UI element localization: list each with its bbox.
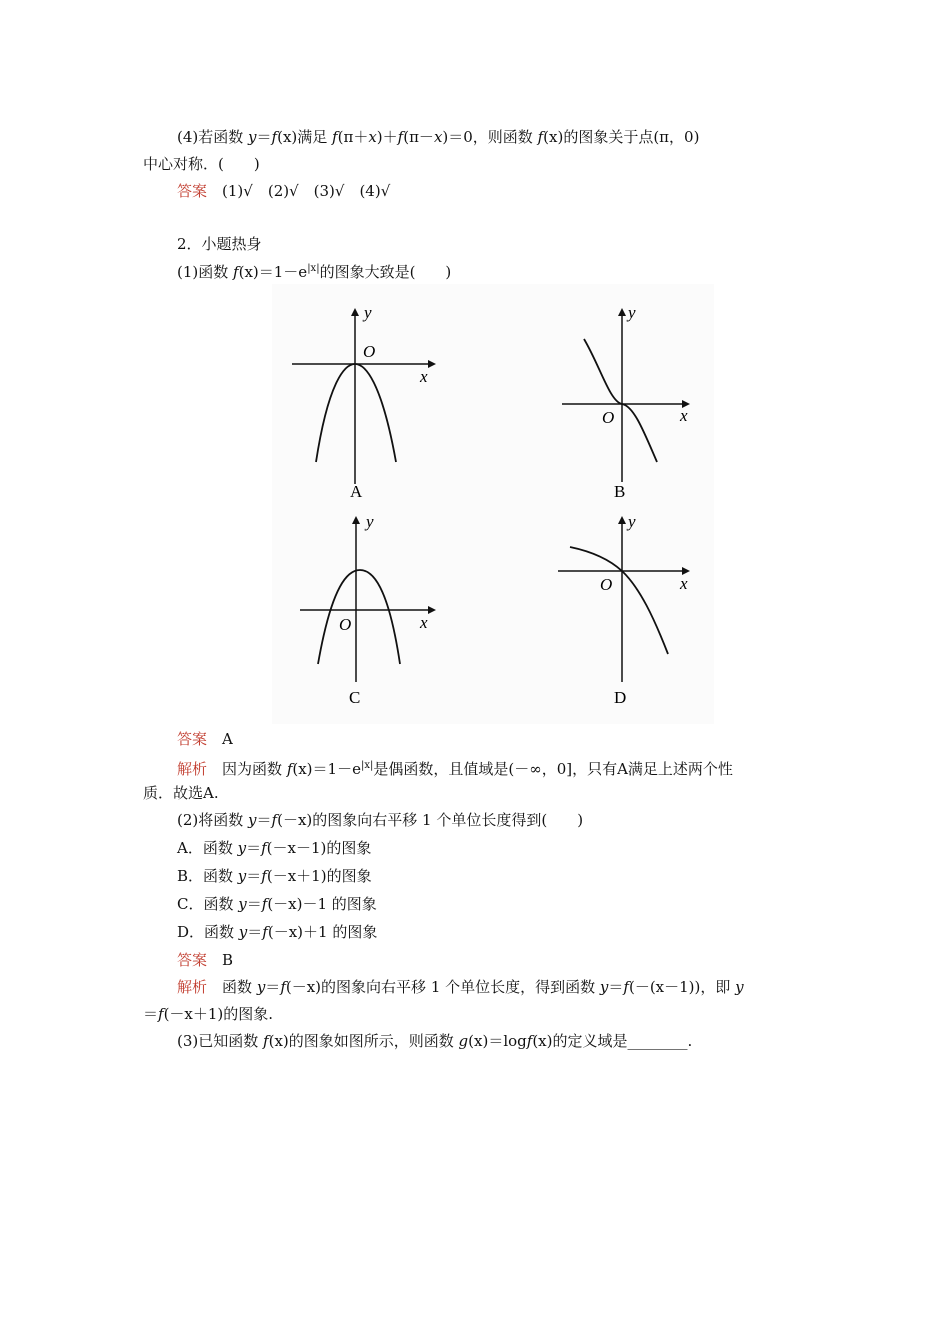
problem-2: (2)将函数 y＝f(－x)的图象向右平移 1 个单位长度得到( )	[177, 811, 584, 829]
origin-label: O	[339, 615, 352, 634]
panel-d	[558, 512, 690, 707]
option-a: A．函数 y＝f(－x－1)的图象	[177, 839, 372, 857]
answer-1: 答案 (1)√ (2)√ (3)√ (4)√	[177, 182, 391, 200]
option-d: D．函数 y＝f(－x)＋1 的图象	[177, 923, 378, 941]
answer-label: 答案	[177, 730, 208, 748]
analysis-label: 解析	[177, 760, 208, 778]
answer-3: 答案 B	[177, 951, 234, 969]
x-label: x	[680, 574, 688, 593]
origin-label: O	[602, 408, 615, 427]
analysis-2-line2: 质．故选A.	[143, 784, 219, 802]
analysis-3-line1: 解析 函数 y＝f(－x)的图象向右平移 1 个单位长度，得到函数 y＝f(－(x－1))，即 y	[177, 978, 744, 996]
answer-2: 答案 A	[177, 730, 233, 748]
panel-a	[292, 303, 436, 501]
panel-label-d: D	[614, 688, 627, 707]
q4-line2: 中心对称．( )	[143, 155, 260, 173]
analysis-2-line1: 解析 因为函数 $f(x)=1-e^{|x|}$是偶函数，且值域是(－∞，0]，只有A满足上述两个性	[177, 760, 733, 778]
origin-label: O	[600, 575, 613, 594]
panel-label-b: B	[614, 482, 626, 501]
panel-label-c: C	[349, 688, 361, 707]
answer-label: 答案	[177, 951, 208, 969]
graph-figure	[272, 284, 714, 724]
origin-label: O	[363, 342, 376, 361]
answer-label: 答案	[177, 182, 208, 200]
x-label: x	[420, 613, 428, 632]
panel-b	[562, 303, 690, 501]
y-label: y	[366, 512, 374, 531]
analysis-label: 解析	[177, 978, 208, 996]
q4-line1: (4)若函数 y＝f(x)满足 f(π＋x)＋f(π－x)＝0，则函数 f(x)的图象关于点(π，0)	[177, 128, 700, 146]
option-b: B．函数 y＝f(－x＋1)的图象	[177, 867, 372, 885]
section-title: 2．小题热身	[177, 235, 262, 253]
analysis-3-line2: ＝f(－x＋1)的图象.	[143, 1005, 274, 1023]
curve-b	[584, 339, 657, 462]
option-c: C．函数 y＝f(－x)－1 的图象	[177, 895, 377, 913]
y-label: y	[364, 303, 372, 322]
panel-label-a: A	[350, 482, 363, 501]
y-label: y	[628, 303, 636, 322]
y-label: y	[628, 512, 636, 531]
problem-3: (3)已知函数 f(x)的图象如图所示，则函数 g(x)＝logf(x)的定义域是________.	[177, 1032, 693, 1050]
x-label: x	[680, 406, 688, 425]
curve-d	[570, 547, 668, 654]
problem-1: (1)函数 $f(x)=1-e^{|x|}$的图象大致是( )	[177, 263, 452, 281]
curve-c	[318, 570, 400, 664]
curve-a	[316, 364, 396, 462]
x-label: x	[420, 367, 428, 386]
panel-c	[300, 512, 436, 707]
